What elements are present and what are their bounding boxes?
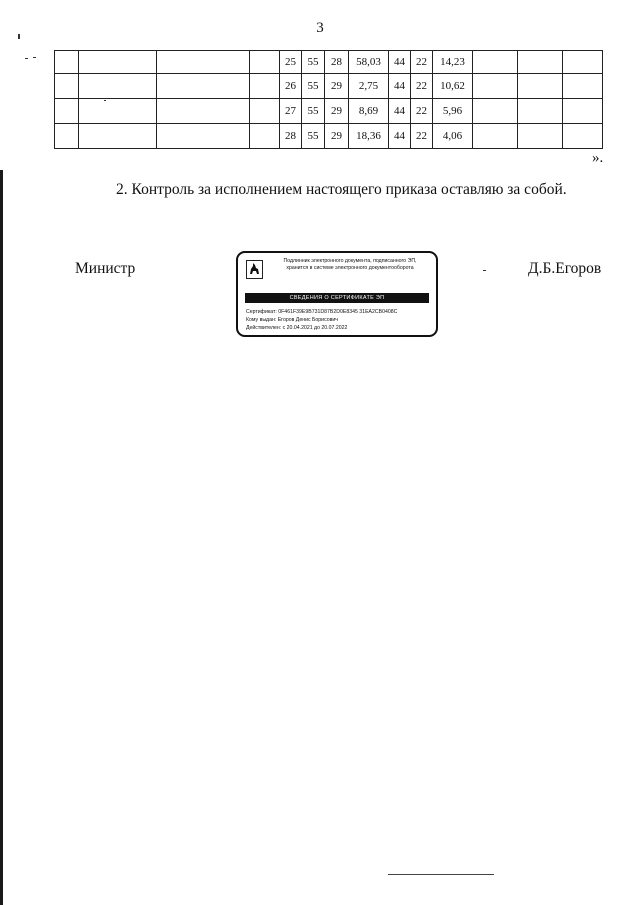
stamp-header	[266, 258, 434, 272]
table-cell	[79, 124, 157, 149]
footer-rule	[388, 874, 494, 875]
scan-edge	[0, 170, 3, 905]
table-cell: 25	[280, 51, 302, 74]
stamp-owner: Кому выдан: Егоров Денис Борисович	[246, 317, 338, 323]
table-cell	[473, 124, 518, 149]
table-cell	[473, 74, 518, 99]
data-table	[54, 50, 603, 149]
e-signature-stamp	[236, 251, 438, 337]
table-cell: 10,62	[433, 74, 473, 99]
table-cell: 29	[325, 74, 349, 99]
table-cell: 55	[302, 124, 325, 149]
page-number: 3	[316, 20, 324, 36]
table-cell	[157, 124, 250, 149]
table-cell	[157, 74, 250, 99]
table-cell: 27	[280, 99, 302, 124]
table-cell: 8,69	[349, 99, 389, 124]
table-row	[55, 124, 603, 149]
stamp-header-line: Подлинник электронного документа, подписанного ЭП,	[283, 258, 417, 264]
table-cell	[563, 51, 603, 74]
closing-quote: ».	[592, 150, 604, 166]
table-cell	[563, 74, 603, 99]
table-cell	[518, 124, 563, 149]
table-cell	[250, 99, 280, 124]
table-cell	[518, 99, 563, 124]
table-cell	[250, 51, 280, 74]
table-cell: 22	[411, 99, 433, 124]
table-row	[55, 99, 603, 124]
table-cell	[55, 74, 79, 99]
table-cell: 44	[389, 51, 411, 74]
table-cell: 44	[389, 74, 411, 99]
table-cell	[79, 74, 157, 99]
stamp-details	[246, 308, 432, 332]
table-cell: 28	[280, 124, 302, 149]
table-cell: 28	[325, 51, 349, 74]
stamp-header-line: хранится в системе электронного документооборота	[286, 265, 414, 271]
coat-of-arms-icon	[246, 260, 263, 279]
table-cell	[473, 99, 518, 124]
stamp-banner: СВЕДЕНИЯ О СЕРТИФИКАТЕ ЭП	[245, 293, 429, 303]
table-cell: 22	[411, 124, 433, 149]
table-cell: 58,03	[349, 51, 389, 74]
table-cell	[55, 99, 79, 124]
signatory-title: Министр	[75, 260, 136, 277]
table-cell	[157, 99, 250, 124]
table-cell: 14,23	[433, 51, 473, 74]
clause-paragraph: 2. Контроль за исполнением настоящего приказа оставляю за собой.	[116, 181, 567, 198]
table-cell	[473, 51, 518, 74]
scan-mark	[18, 34, 20, 39]
table-cell	[55, 124, 79, 149]
table-cell: 44	[389, 124, 411, 149]
scan-mark	[33, 57, 36, 58]
table-cell	[563, 99, 603, 124]
table-cell	[55, 51, 79, 74]
scan-mark	[483, 270, 486, 271]
table-cell	[518, 74, 563, 99]
scan-mark	[25, 58, 28, 59]
table-cell: 55	[302, 51, 325, 74]
table-cell	[79, 99, 157, 124]
table-cell: 29	[325, 124, 349, 149]
table-cell: 22	[411, 51, 433, 74]
table-cell	[250, 74, 280, 99]
table-cell	[250, 124, 280, 149]
signatory-name: Д.Б.Егоров	[528, 260, 602, 277]
table-cell: 18,36	[349, 124, 389, 149]
table-cell: 2,75	[349, 74, 389, 99]
table-cell: 29	[325, 99, 349, 124]
table-cell: 26	[280, 74, 302, 99]
table-cell: 55	[302, 74, 325, 99]
table-cell	[518, 51, 563, 74]
table-cell	[79, 51, 157, 74]
table-cell: 55	[302, 99, 325, 124]
table-row	[55, 74, 603, 99]
table-cell	[157, 51, 250, 74]
table-cell: 5,96	[433, 99, 473, 124]
stamp-validity: Действителен: с 20.04.2021 до 20.07.2022	[246, 325, 348, 331]
table-cell: 44	[389, 99, 411, 124]
table-cell: 22	[411, 74, 433, 99]
table-cell	[563, 124, 603, 149]
table-row	[55, 51, 603, 74]
stamp-certificate: Сертификат: 0F461F39E9B731D87B2D0E8345 31EA2CB0408C	[246, 309, 398, 315]
table-cell: 4,06	[433, 124, 473, 149]
